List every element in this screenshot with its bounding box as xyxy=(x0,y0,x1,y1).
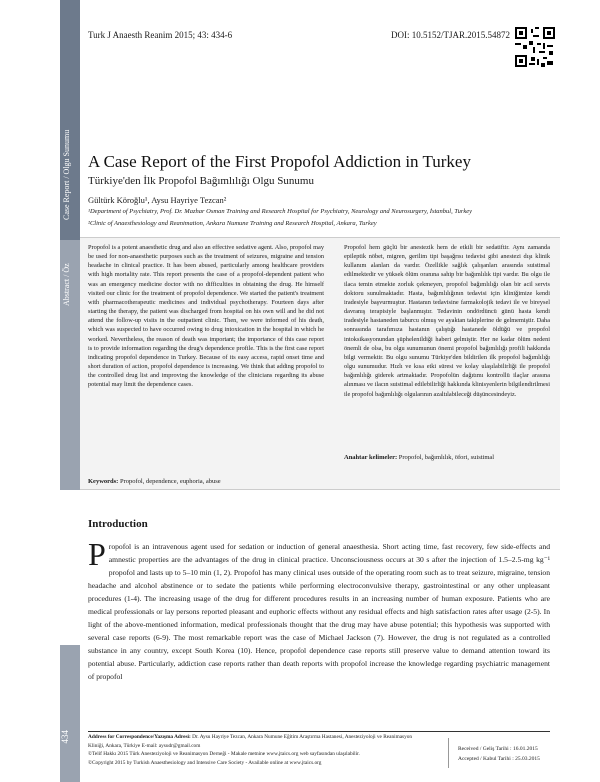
keywords-value-tr: Propofol, bağımlılık, öfori, suistimal xyxy=(398,454,495,461)
footer-separator xyxy=(448,738,449,768)
footer-divider xyxy=(88,731,550,732)
page-number: 434 xyxy=(60,730,70,744)
drop-cap: P xyxy=(88,536,106,572)
doi[interactable]: DOI: 10.5152/TJAR.2015.54872 xyxy=(391,30,510,40)
section-heading-introduction: Introduction xyxy=(88,518,148,530)
copyright-tr: ©Telif Hakkı 2015 Türk Anesteziyoloji ve Reanimasyon Derneği - Makale metnine www.jtaics.org web sayfasından ulaşılabilir. xyxy=(88,751,360,758)
introduction-text: ropofol is an intravenous agent used for sedation or induction of general anaesthesia. Short acting time, fast recovery, few side-effects and amnestic properties are the advantages of the drug in clinical practice. Unconsciousness occurs at 30 s after the injection of 1.5–2.5-mg kg⁻¹ propofol and lasts up to 5–10 min (1, 2). Propofol has many clinical uses outside of the operating room such as to treat seizure, migraine, tension headache and alcohol abstinence or to sedate the patients while performing electroconvulsive therapy, gastrointestinal or any other unpleasant procedures (1-4). The increasing usage of the drug for different procedures results in an increasing number of human exposure. Patients who are medical professionals or lay persons reported pleasant and euphoric effects without any residual effects and high satisfaction rates after usage (2-5). In light of the above-mentioned information, medical professionals thought that the drug may have abuse potential; this hypothesis was supported with several case reports (6-9). The most remarkable report was the case of Michael Jackson (7). However, the drug is not regulated as a controlled substance in any country, except South Korea (10). Hence, propofol dependence case reports still preserve value to demand attention toward its potential abuse. Particularly, addiction case reports rather than death reports with propofol increase the knowledge regarding psychiatric management of propofol xyxy=(88,542,550,681)
article-category: Case Report / Olgu Sunumu xyxy=(62,129,71,221)
accepted-date: Accepted / Kabul Tarihi : 25.03.2015 xyxy=(458,756,540,762)
abstract-english: Propofol is a potent anaesthetic drug and also an effective sedative agent. Also, propofol may be used for non-anaesthetic purposes such as the treatment of seizures, migraine and tension headache in clinical practice. It has been abused, particularly among healthcare providers with high mortality rate. This report presents the case of a propofol-dependent patient who was an emergency medicine doctor with no difficulties in obtaining the drug. He himself visited our clinic for the treatment of propofol dependence. We started the patient's treatment with pharmacotherapeutic medicines and individual psychotherapy. Fourteen days after starting the therapy, the patient was discharged from hospital on his own will and he did not attend the follow-up visits in the outpatient clinic. Then, we were informed of his death, which was suspected to have occurred owing to drug intoxication in the hospital in which he worked. Nevertheless, the reason of death was important; the importance of this case report is to provide information regarding the drug's dependence profile. This is the first case report indicating propofol dependence in Turkey. Because of its easy access, rapid onset time and short duration of action, propofol dependence is increasing. We think that adding propofol to the controlled drug list and improving the knowledge of the clinicians regarding its abuse potential may limit the dependence cases. xyxy=(88,244,324,389)
keywords-label: Keywords: xyxy=(88,478,119,485)
journal-citation: Turk J Anaesth Reanim 2015; 43: 434-6 xyxy=(88,30,233,40)
introduction-body xyxy=(88,536,550,683)
received-date: Received / Geliş Tarihi : 16.01.2015 xyxy=(458,746,538,752)
article-subtitle: Türkiye'den İlk Propofol Bağımlılığı Olgu Sunumu xyxy=(88,175,314,187)
author-list: Gültürk Köroğlu¹, Aysu Hayriye Tezcan² xyxy=(88,195,227,205)
abstract-turkish: Propofol hem güçlü bir anestezik hem de etkili bir sedatiftir. Aynı zamanda epileptik nöbet, migren, gerilim tipi başağrısı tedavisi gibi anestezi dışı klinik kullanım alanları da vardır. Özellikle sağlık çalışanları arasında suistimal edilmektedir ve yüksek ölüm oranına sahip bir bağımlılık tipi vardır. Bu olgu ile ilaca temin etmekte zorluk çekmeyen, propofol bağımlılığı olan bir acil servis doktoru sunulmaktadır. Hasta, bağımlılığının tedavisi için kliniğimize kendi iradesiyle başvurmuştur. Hastanın tedavisine farmakolojik tedavi ile ve bireysel davranış terapisiyle başlanmıştır. Tedavinin ondördüncü günü hasta kendi iradesiyle hastaneden taburcu olmuş ve ayaktan takiplerine de gelmemiştir. Daha sonrasında tarafımıza hastanın çalıştığı hastanede öldüğü ve propofol intoksikasyonundan şüphelenildiği haberi gelmiştir. Her ne kadar ölüm nedeni önemli de olsa, bu olgu sunumunun önemi propofol bağımlılığı profili hakkında bilgi vermektir. Bu olgu sunumu Türkiye'den bildirilen ilk propofol bağımlılığı olgu sunumudur. Hızlı ve kısa etki süresi ve kolay ulaşılabilirliği ile propofol bağımlılığı giderek artmaktadır. Propofolün dağıtımı kontrollü ilaçlar arasına alınması ve ilacın suistimal edilebilirliği hakkında klinisyenlerin bilgilendirilmesi ile propofol bağımlılığı olgularının azaltılabileceği düşüncesindeyiz. xyxy=(344,244,550,398)
qr-code-icon[interactable] xyxy=(515,27,555,67)
footer-dates xyxy=(458,744,540,764)
keywords-turkish xyxy=(344,454,494,461)
copyright-en: ©Copyright 2015 by Turkish Anaesthesiology and Intensive Care Society - Available online at www.jtaics.org xyxy=(88,760,322,767)
affiliation-2: ²Clinic of Anaesthesiology and Reanimation, Ankara Numune Training and Research Hospital, Ankara, Turkey xyxy=(88,220,377,227)
footer-correspondence xyxy=(88,733,428,768)
keywords-label-tr: Anahtar kelimeler: xyxy=(344,454,398,461)
keywords-value: Propofol, dependence, euphoria, abuse xyxy=(119,478,221,485)
correspondence-label: Address for Correspondence/Yazışma Adresi: xyxy=(88,734,191,740)
abstract-side-label: Abstract / Öz xyxy=(62,263,71,307)
keywords-english xyxy=(88,478,221,485)
correspondence-text: Dr. Aysu Hayriye Tezcan, Ankara Numune Eğitim Araştırma Hastanesi, Anesteziyoloji ve Reanimasyon Kliniği, Ankara, Türkiye E-mail: aysudr@gmail.com xyxy=(88,734,413,749)
side-bar-bottom xyxy=(60,645,80,782)
affiliation-1: ¹Department of Psychiatry, Prof. Dr. Mazhar Osman Training and Research Hospital for Psychiatry, Neurology and Neurosurgery, İstanbul, Turkey xyxy=(88,208,473,215)
article-title: A Case Report of the First Propofol Addiction in Turkey xyxy=(88,152,471,171)
